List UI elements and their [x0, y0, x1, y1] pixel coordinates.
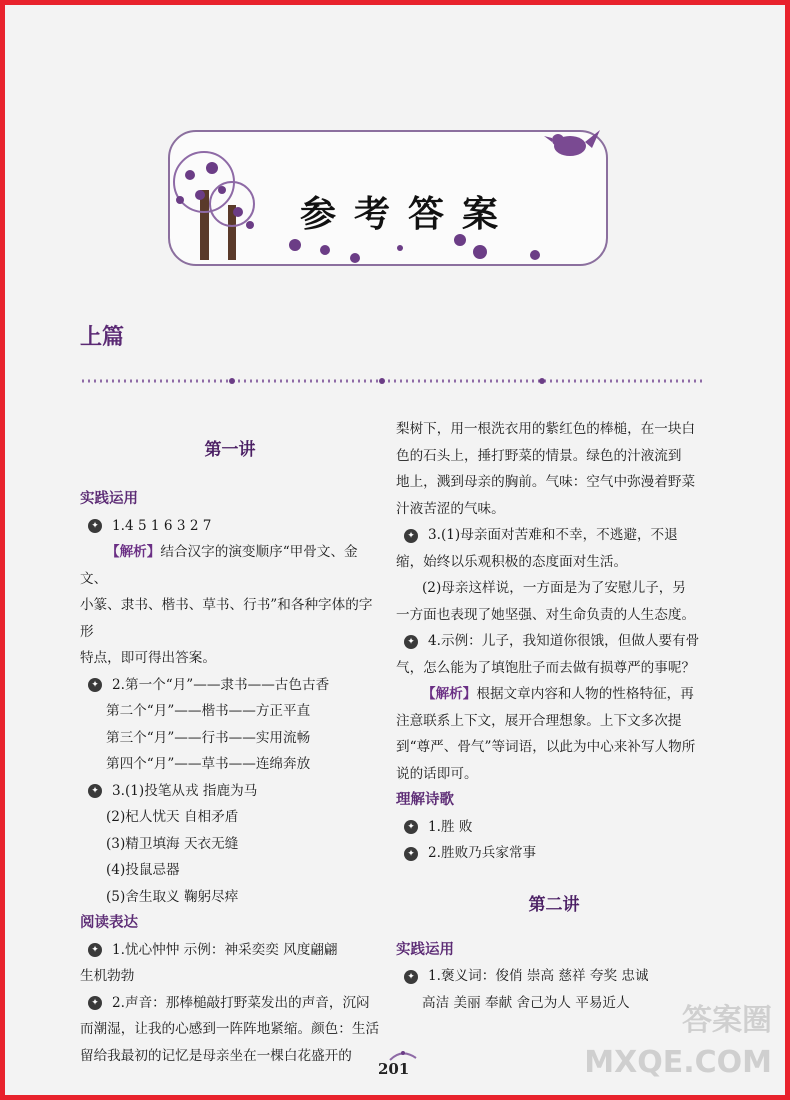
- page-title: 参考答案: [300, 194, 517, 235]
- analysis-label: 【解析】: [106, 544, 161, 560]
- page-number: 201: [378, 1060, 410, 1078]
- sub-heading-poetry: 理解诗歌: [396, 792, 454, 808]
- sub-heading-practice: 实践运用: [80, 491, 138, 507]
- star-icon: ✦: [404, 820, 418, 834]
- lecture-2-heading: 第二讲: [528, 894, 580, 915]
- lecture-1-heading: 第一讲: [204, 440, 256, 460]
- dotted-divider: [82, 376, 702, 386]
- star-icon: ✦: [404, 847, 418, 861]
- star-icon: ✦: [88, 519, 102, 533]
- star-icon: ✦: [404, 635, 418, 649]
- watermark: 答案圈 MXQE.COM: [584, 1003, 772, 1080]
- left-column: 第一讲 实践运用 ✦ 1.4 5 1 6 3 2 7 【解析】结合汉字的演变顺序“甲骨文、金文、 小篆、隶书、楷书、草书、行书”和各种字体的字形 特点，即可得出答案。 ✦ 2.第一个“月”——隶书——古色古香 第二个“月”——楷书——方正平直 第三个“月”——行书——实用流畅 第四个“月”——草书——连绵奔放 ✦ 3.(1)投笔从戎 指鹿为马 (2)杞人忧天 自相矛盾 (3)精卫填海 天衣无缝 (4)投鼠忌器 (5)舍生取义 鞠躬尽瘁 阅读表达 ✦ 1.忧心忡忡 示例：神采奕奕 风度翩翩 生机勃勃 ✦ 2.声音：那棒槌敲打野菜发出的声音，沉闷 而潮湿，让我的心感到一阵阵地紧缩。颜色：生活 留给我最初的记忆是母亲坐在一棵白花盛开的: [80, 436, 380, 1069]
- analysis-label: 【解析】: [422, 686, 477, 702]
- star-icon: ✦: [88, 784, 102, 798]
- star-icon: ✦: [88, 678, 102, 692]
- section-heading: 上篇: [80, 325, 125, 350]
- sub-heading-practice-2: 实践运用: [396, 941, 454, 958]
- star-icon: ✦: [88, 996, 102, 1010]
- star-icon: ✦: [404, 529, 418, 543]
- right-column: 梨树下，用一根洗衣用的紫红色的棒槌，在一块白 色的石头上，捶打野菜的情景。绿色的汁液流到 地上，溅到母亲的胸前。气味：空气中弥漫着野菜 汁液苦涩的气味。 ✦ 3.(1)母亲面对苦难和不幸，不逃避，不退 缩，始终以乐观积极的态度面对生活。 (2)母亲这样说，一方面是为了安慰儿子，另 一方面也表现了她坚强、对生命负责的人生态度。 ✦ 4.示例：儿子，我知道你很饿，但做人要有骨 气，怎么能为了填饱肚子而去做有损尊严的事呢？ 【解析】根据文章内容和人物的性格特征，再 注意联系上下文，展开合理想象。上下文多次提 到“尊严、骨气”等词语，以此为中心来补写人物所 说的话即可。 理解诗歌 ✦ 1.胜 败 ✦ 2.胜败乃兵家常事 第二讲 实践运用 ✦ 1.褒义词：俊俏 崇高 慈祥 夸奖 忠诚 高洁 美丽 奉献 舍己为人 平易近人: [396, 416, 712, 1016]
- star-icon: ✦: [404, 970, 418, 984]
- star-icon: ✦: [88, 943, 102, 957]
- sub-heading-reading: 阅读表达: [80, 915, 138, 931]
